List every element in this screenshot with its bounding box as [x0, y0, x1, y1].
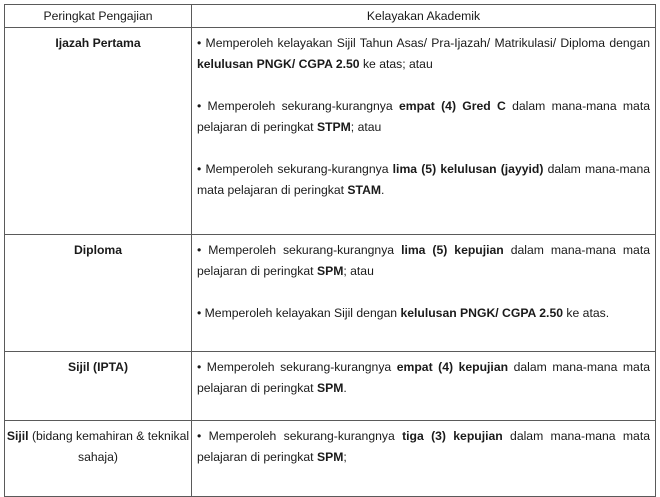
- table-row: [5, 235, 656, 352]
- header-row: [5, 5, 656, 28]
- study-level: Ijazah Pertama: [55, 36, 141, 50]
- study-level-cell: [5, 235, 192, 352]
- criterion: • Memperoleh sekurang-kurangnya tiga (3) kepujian dalam mana-mana mata pelajaran di peringkat SPM;: [197, 429, 650, 464]
- qualification-cell: [192, 421, 656, 497]
- table-row: [5, 421, 656, 497]
- study-level-cell: [5, 28, 192, 235]
- study-level-cell: [5, 421, 192, 497]
- study-level-note: (bidang kemahiran & teknikal sahaja): [28, 429, 190, 464]
- table-row: [5, 352, 656, 421]
- header-study-level: Peringkat Pengajian: [5, 5, 192, 28]
- qualification-cell: [192, 235, 656, 352]
- qualification-cell: [192, 28, 656, 235]
- criterion: • Memperoleh kelayakan Sijil Tahun Asas/ Pra-Ijazah/ Matrikulasi/ Diploma dengan kelulusan PNGK/ CGPA 2.50 ke atas; atau: [197, 36, 650, 71]
- study-level: Diploma: [73, 243, 123, 257]
- criterion: • Memperoleh sekurang-kurangnya lima (5) kelulusan (jayyid) dalam mana-mana mata pelajaran di peringkat STAM.: [197, 162, 651, 197]
- study-level: Sijil: [6, 429, 29, 443]
- requirements-table: [4, 4, 656, 497]
- header-academic-qualification: Kelayakan Akademik: [192, 5, 656, 28]
- criterion: • Memperoleh kelayakan Sijil dengan kelulusan PNGK/ CGPA 2.50 ke atas.: [197, 306, 610, 320]
- criterion: • Memperoleh sekurang-kurangnya empat (4) kepujian dalam mana-mana mata pelajaran di peringkat SPM.: [197, 360, 650, 395]
- criterion: • Memperoleh sekurang-kurangnya empat (4) Gred C dalam mana-mana mata pelajaran di peringkat STPM; atau: [197, 99, 650, 134]
- study-level-cell: [5, 352, 192, 421]
- study-level: Sijil (IPTA): [67, 360, 129, 374]
- qualification-cell: [192, 352, 656, 421]
- table-row: [5, 28, 656, 235]
- criterion: • Memperoleh sekurang-kurangnya lima (5) kepujian dalam mana-mana mata pelajaran di peringkat SPM; atau: [197, 243, 651, 278]
